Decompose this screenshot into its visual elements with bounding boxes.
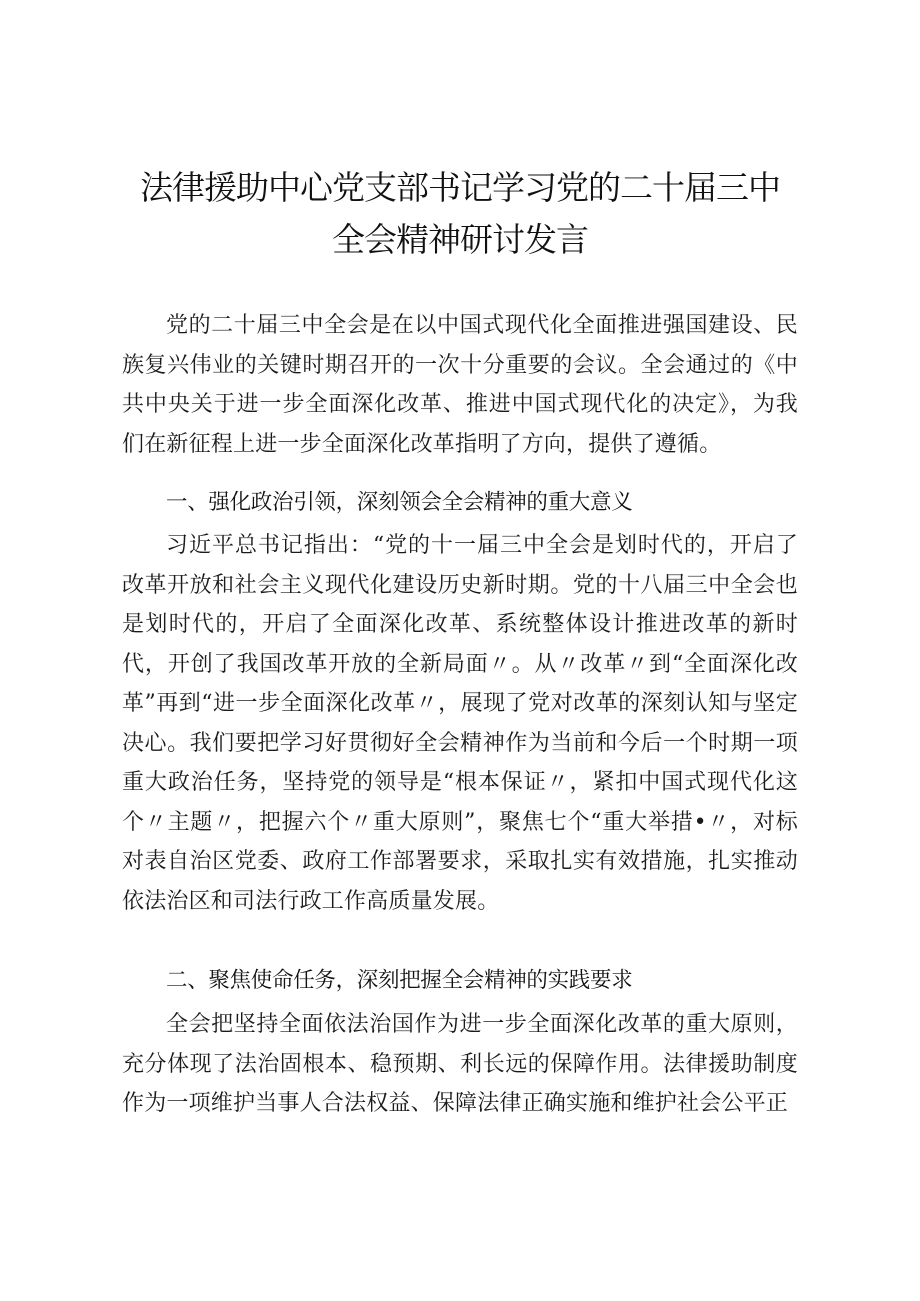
paragraph-intro: 党的二十届三中全会是在以中国式现代化全面推进强国建设、民族复兴伟业的关键时期召开的一次十分重要的会议。全会通过的《中共中央关于进一步全面深化改革、推进中国式现代化的决定》，为我们在新征程上进一步全面深化改革指明了方向，提供了遵循。: [122, 313, 798, 457]
document-title-line-2: 全会精神研讨发言: [332, 220, 588, 259]
section-heading-1: 一、强化政治引领，深刻领会全会精神的重大意义: [166, 490, 633, 515]
paragraph-section-1: 习近平总书记指出：“党的十一届三中全会是划时代的，开启了改革开放和社会主义现代化建设历史新时期。党的十八届三中全会也是划时代的，开启了全面深化改革、系统整体设计推进改革的新时代，开创了我国改革开放的全新局面〃。从〃改革〃到“全面深化改革”再到“进一步全面深化改革〃，展现了党对改革的深刻认知与坚定决心。我们要把学习好贯彻好全会精神作为当前和今后一个时期一项重大政治任务，坚持党的领导是“根本保证〃，紧扣中国式现代化这个〃主题〃，把握六个〃重大原则”，聚焦七个“重大举措•〃，对标对表自治区党委、政府工作部署要求，采取扎实有效措施，扎实推动依法治区和司法行政工作高质量发展。: [122, 533, 798, 914]
section-heading-2: 二、聚焦使命任务，深刻把握全会精神的实践要求: [166, 968, 633, 993]
document-title-line-1: 法律援助中心党支部书记学习党的二十届三中: [140, 168, 780, 207]
paragraph-section-2: 全会把坚持全面依法治国作为进一步全面深化改革的重大原则，充分体现了法治固根本、稳预期、利长远的保障作用。法律援助制度作为一项维护当事人合法权益、保障法律正确实施和维护社会公平正: [122, 1012, 798, 1116]
